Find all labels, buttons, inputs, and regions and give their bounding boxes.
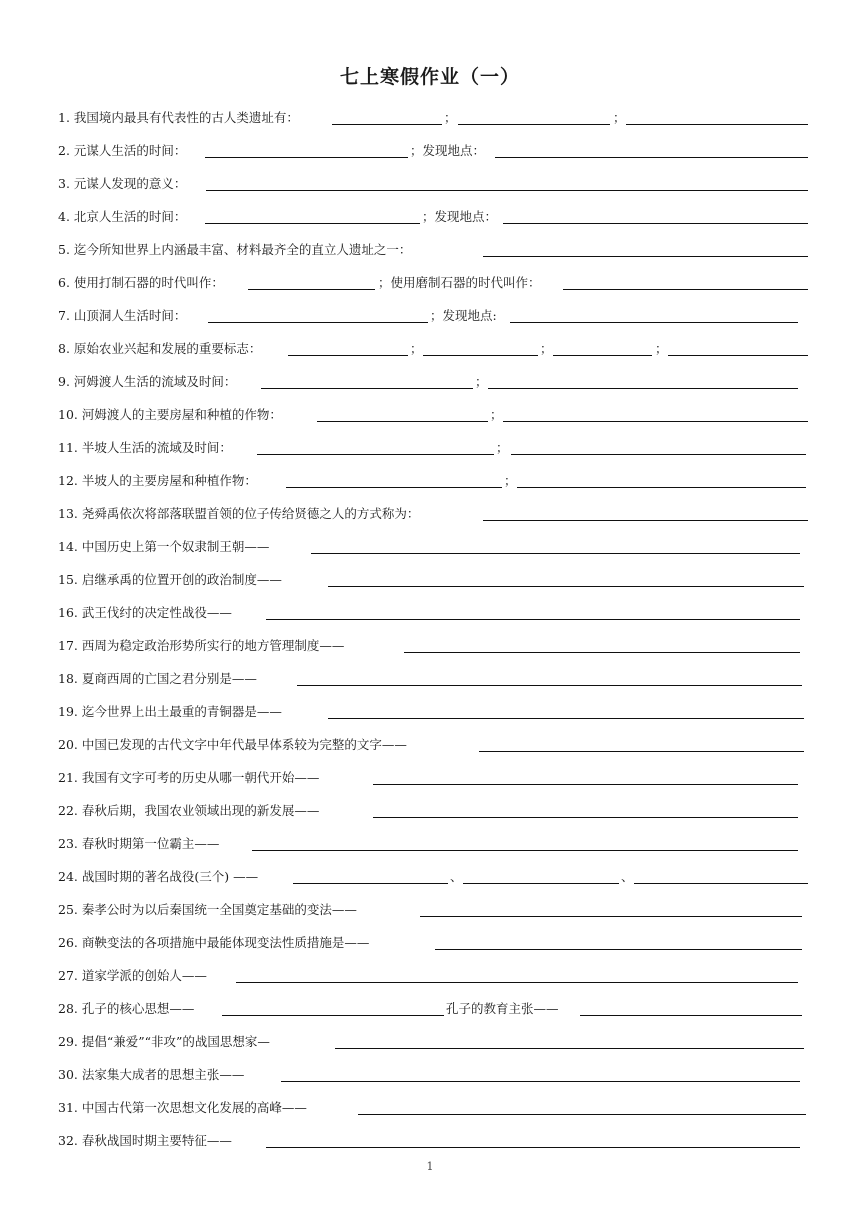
- answer-blank-line[interactable]: [458, 124, 610, 125]
- answer-blank-line[interactable]: [328, 586, 804, 587]
- question-text: 2. 元谋人生活的时间：: [58, 143, 187, 158]
- question-text: 4. 北京人生活的时间：: [58, 209, 187, 224]
- answer-blank-line[interactable]: [580, 1015, 802, 1016]
- question-text: 9. 河姆渡人生活的流域及时间：: [58, 374, 237, 389]
- question-separator-text: ；: [444, 110, 457, 125]
- answer-blank-line[interactable]: [495, 157, 808, 158]
- question-text: 29. 提倡“兼爱”“非攻”的战国思想家—: [58, 1034, 270, 1049]
- question-item: [0, 636, 860, 656]
- question-text: 26. 商鞅变法的各项措施中最能体现变法性质措施是——: [58, 935, 370, 950]
- question-text: 10. 河姆渡人的主要房屋和种植的作物：: [58, 407, 282, 422]
- question-text: 22. 春秋后期，我国农业领域出现的新发展——: [58, 803, 320, 818]
- question-item: [0, 966, 860, 986]
- question-text: 11. 半坡人生活的流域及时间：: [58, 440, 232, 455]
- page-number: 1: [426, 1160, 434, 1173]
- question-separator-text: ；: [504, 473, 517, 488]
- question-text: 32. 春秋战国时期主要特征——: [58, 1133, 232, 1148]
- question-text: 7. 山顶洞人生活时间：: [58, 308, 187, 323]
- answer-blank-line[interactable]: [373, 817, 798, 818]
- answer-blank-line[interactable]: [483, 520, 808, 521]
- question-item: [0, 1131, 860, 1151]
- answer-blank-line[interactable]: [553, 355, 652, 356]
- answer-blank-line[interactable]: [332, 124, 442, 125]
- answer-blank-line[interactable]: [328, 718, 804, 719]
- answer-blank-line[interactable]: [236, 982, 798, 983]
- question-text: 5. 迄今所知世界上内涵最丰富、材料最齐全的直立人遗址之一：: [58, 242, 412, 257]
- question-text: 1. 我国境内最具有代表性的古人类遗址有：: [58, 110, 299, 125]
- question-item: [0, 207, 860, 227]
- answer-blank-line[interactable]: [479, 751, 804, 752]
- question-item: [0, 504, 860, 524]
- question-text: 31. 中国古代第一次思想文化发展的高峰——: [58, 1100, 307, 1115]
- question-item: [0, 471, 860, 491]
- answer-blank-line[interactable]: [266, 619, 800, 620]
- question-text: 21. 我国有文字可考的历史从哪一朝代开始——: [58, 770, 320, 785]
- question-item: [0, 1065, 860, 1085]
- answer-blank-line[interactable]: [335, 1048, 804, 1049]
- answer-blank-line[interactable]: [206, 190, 808, 191]
- question-item: [0, 999, 860, 1019]
- answer-blank-line[interactable]: [483, 256, 808, 257]
- question-item: [0, 405, 860, 425]
- question-text: 23. 春秋时期第一位霸主——: [58, 836, 220, 851]
- question-separator-text: ；: [613, 110, 626, 125]
- answer-blank-line[interactable]: [208, 322, 428, 323]
- answer-blank-line[interactable]: [358, 1114, 806, 1115]
- question-item: [0, 933, 860, 953]
- answer-blank-line[interactable]: [261, 388, 473, 389]
- question-item: [0, 240, 860, 260]
- answer-blank-line[interactable]: [311, 553, 800, 554]
- question-item: [0, 1098, 860, 1118]
- question-separator-text: ；: [655, 341, 668, 356]
- question-item: [0, 867, 860, 887]
- question-separator-text: ；: [410, 341, 423, 356]
- answer-blank-line[interactable]: [563, 289, 808, 290]
- question-separator-text: 、: [450, 869, 463, 884]
- answer-blank-line[interactable]: [248, 289, 375, 290]
- question-item: [0, 306, 860, 326]
- question-text: 14. 中国历史上第一个奴隶制王朝——: [58, 539, 270, 554]
- answer-blank-line[interactable]: [222, 1015, 444, 1016]
- question-separator-text: ；: [490, 407, 503, 422]
- answer-blank-line[interactable]: [288, 355, 408, 356]
- question-text: 30. 法家集大成者的思想主张——: [58, 1067, 245, 1082]
- answer-blank-line[interactable]: [423, 355, 538, 356]
- question-item: [0, 174, 860, 194]
- question-text: 12. 半坡人的主要房屋和种植作物：: [58, 473, 257, 488]
- question-text: 16. 武王伐纣的决定性战役——: [58, 605, 232, 620]
- question-text: 24. 战国时期的著名战役(三个) ——: [58, 869, 259, 884]
- question-text: 17. 西周为稳定政治形势所实行的地方管理制度——: [58, 638, 345, 653]
- answer-blank-line[interactable]: [293, 883, 448, 884]
- answer-blank-line[interactable]: [503, 421, 808, 422]
- answer-blank-line[interactable]: [404, 652, 800, 653]
- question-text: 18. 夏商西周的亡国之君分别是——: [58, 671, 257, 686]
- page-title: 七上寒假作业（一）: [339, 66, 520, 88]
- answer-blank-line[interactable]: [511, 454, 806, 455]
- question-separator-text: 孔子的教育主张——: [446, 1001, 559, 1016]
- answer-blank-line[interactable]: [205, 157, 408, 158]
- answer-blank-line[interactable]: [297, 685, 802, 686]
- question-separator-text: ；: [496, 440, 509, 455]
- answer-blank-line[interactable]: [517, 487, 806, 488]
- question-separator-text: ；使用磨制石器的时代叫作：: [378, 275, 541, 290]
- answer-blank-line[interactable]: [488, 388, 798, 389]
- answer-blank-line[interactable]: [266, 1147, 800, 1148]
- question-item: [0, 273, 860, 293]
- question-text: 19. 迄今世界上出土最重的青铜器是——: [58, 704, 282, 719]
- question-separator-text: ；发现地点：: [410, 143, 486, 158]
- answer-blank-line[interactable]: [463, 883, 619, 884]
- question-separator-text: ；: [475, 374, 488, 389]
- question-item: [0, 735, 860, 755]
- question-separator-text: ；: [540, 341, 553, 356]
- answer-blank-line[interactable]: [510, 322, 798, 323]
- question-item: [0, 702, 860, 722]
- question-item: [0, 1032, 860, 1052]
- answer-blank-line[interactable]: [252, 850, 798, 851]
- question-item: [0, 900, 860, 920]
- question-text: 6. 使用打制石器的时代叫作：: [58, 275, 224, 290]
- answer-blank-line[interactable]: [286, 487, 502, 488]
- question-item: [0, 768, 860, 788]
- answer-blank-line[interactable]: [503, 223, 808, 224]
- answer-blank-line[interactable]: [205, 223, 420, 224]
- answer-blank-line[interactable]: [373, 784, 798, 785]
- question-text: 20. 中国已发现的古代文字中年代最早体系较为完整的文字——: [58, 737, 407, 752]
- answer-blank-line[interactable]: [281, 1081, 800, 1082]
- question-text: 3. 元谋人发现的意义：: [58, 176, 187, 191]
- question-item: [0, 339, 860, 359]
- question-text: 25. 秦孝公时为以后秦国统一全国奠定基础的变法——: [58, 902, 357, 917]
- question-separator-text: ；发现地点：: [422, 209, 498, 224]
- question-separator-text: ；发现地点:: [430, 308, 497, 323]
- question-text: 8. 原始农业兴起和发展的重要标志：: [58, 341, 262, 356]
- question-item: [0, 603, 860, 623]
- question-separator-text: 、: [621, 869, 634, 884]
- answer-blank-line[interactable]: [317, 421, 488, 422]
- answer-blank-line[interactable]: [435, 949, 802, 950]
- question-item: [0, 141, 860, 161]
- question-item: [0, 438, 860, 458]
- question-item: [0, 108, 860, 128]
- question-item: [0, 372, 860, 392]
- question-item: [0, 669, 860, 689]
- answer-blank-line[interactable]: [420, 916, 802, 917]
- question-item: [0, 834, 860, 854]
- question-item: [0, 801, 860, 821]
- question-text: 27. 道家学派的创始人——: [58, 968, 207, 983]
- question-item: [0, 537, 860, 557]
- question-text: 28. 孔子的核心思想——: [58, 1001, 195, 1016]
- question-text: 15. 启继承禹的位置开创的政治制度——: [58, 572, 282, 587]
- question-text: 13. 尧舜禹依次将部落联盟首领的位子传给贤德之人的方式称为：: [58, 506, 420, 521]
- answer-blank-line[interactable]: [668, 355, 808, 356]
- answer-blank-line[interactable]: [257, 454, 494, 455]
- question-item: [0, 570, 860, 590]
- answer-blank-line[interactable]: [634, 883, 808, 884]
- answer-blank-line[interactable]: [626, 124, 808, 125]
